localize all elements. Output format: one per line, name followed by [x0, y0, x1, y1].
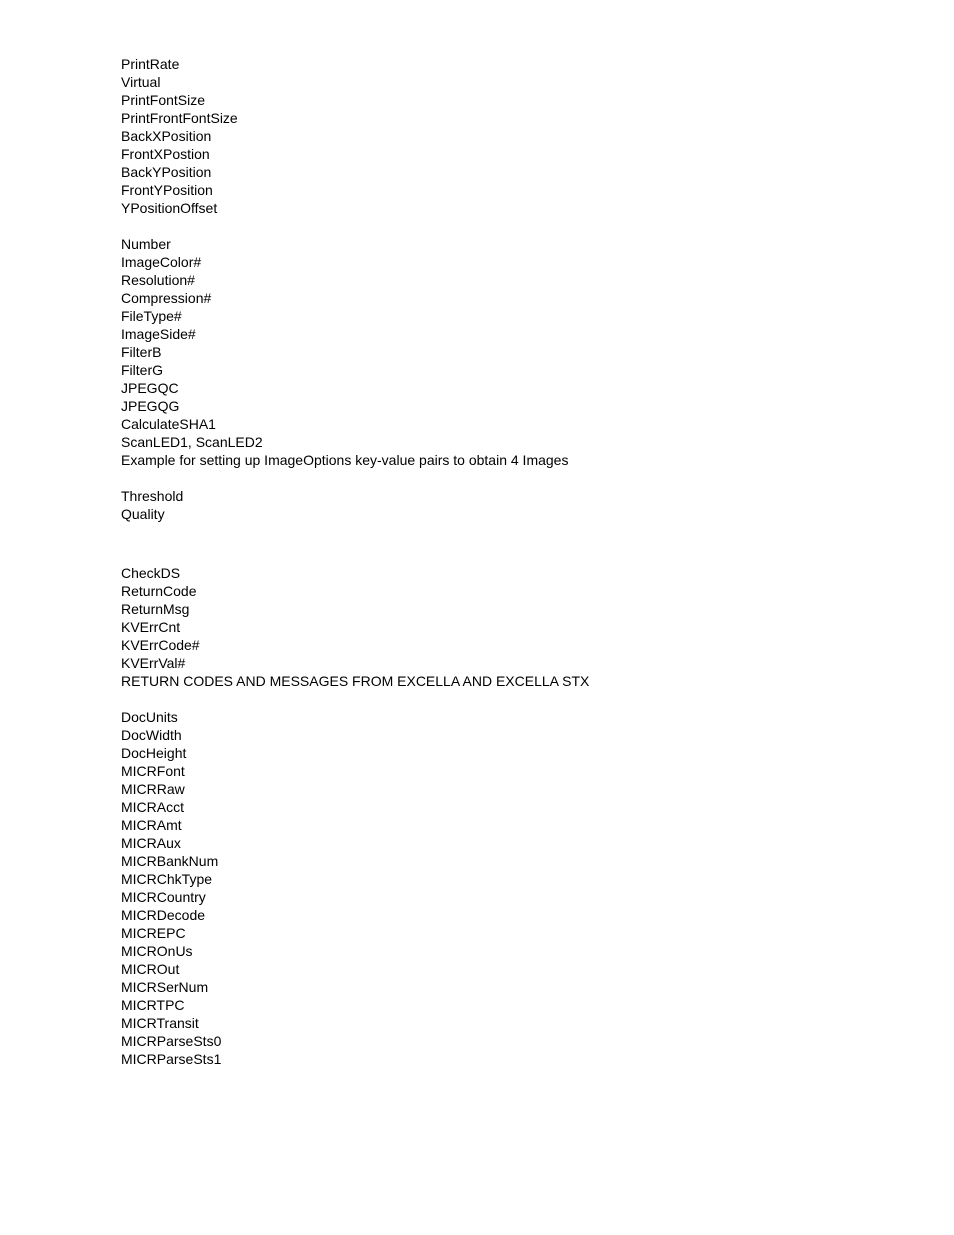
text-line: CheckDS	[121, 565, 181, 581]
section-doc	[121, 708, 901, 1068]
text-line: RETURN CODES AND MESSAGES FROM EXCELLA AND EXCELLA STX	[121, 673, 590, 689]
text-line: MICRTransit	[121, 1015, 199, 1031]
text-line: KVErrVal#	[121, 655, 186, 671]
text-line: FilterG	[121, 362, 163, 378]
text-line: BackXPosition	[121, 128, 212, 144]
spacer	[121, 469, 901, 487]
text-line: KVErrCnt	[121, 619, 181, 635]
text-line: ImageSide#	[121, 326, 196, 342]
text-line: PrintFontSize	[121, 92, 206, 108]
text-line: FileType#	[121, 308, 182, 324]
section-image	[121, 235, 901, 469]
text-line: PrintRate	[121, 56, 180, 72]
text-line: Virtual	[121, 74, 161, 90]
text-line: Example for setting up ImageOptions key-value pairs to obtain 4 Images	[121, 452, 569, 468]
text-line: Quality	[121, 506, 165, 522]
text-line: JPEGQG	[121, 398, 180, 414]
text-line: MICRTPC	[121, 997, 185, 1013]
text-line: FilterB	[121, 344, 162, 360]
spacer	[121, 217, 901, 235]
text-line: ReturnMsg	[121, 601, 190, 617]
text-line: PrintFrontFontSize	[121, 110, 238, 126]
text-line: DocWidth	[121, 727, 182, 743]
text-line: YPositionOffset	[121, 200, 218, 216]
text-line: ReturnCode	[121, 583, 197, 599]
text-line: Resolution#	[121, 272, 195, 288]
text-line: Number	[121, 236, 171, 252]
text-line: MICRSerNum	[121, 979, 209, 995]
text-line: MICROut	[121, 961, 180, 977]
text-line: MICRAcct	[121, 799, 184, 815]
spacer	[121, 523, 901, 564]
text-line: BackYPosition	[121, 164, 212, 180]
text-line: MICRParseSts1	[121, 1051, 222, 1067]
text-line: MICRRaw	[121, 781, 185, 797]
section-check	[121, 564, 901, 690]
document-body	[121, 55, 901, 1068]
text-line: DocUnits	[121, 709, 178, 725]
text-line: MICRChkType	[121, 871, 213, 887]
text-line: MICRAux	[121, 835, 181, 851]
section-print	[121, 55, 901, 217]
text-line: KVErrCode#	[121, 637, 200, 653]
text-line: ScanLED1, ScanLED2	[121, 434, 263, 450]
text-line: MICRFont	[121, 763, 185, 779]
text-line: CalculateSHA1	[121, 416, 216, 432]
spacer	[121, 690, 901, 708]
text-line: ImageColor#	[121, 254, 202, 270]
text-line: MICRCountry	[121, 889, 206, 905]
text-line: JPEGQC	[121, 380, 179, 396]
text-line: Compression#	[121, 290, 212, 306]
text-line: MICRDecode	[121, 907, 206, 923]
text-line: Threshold	[121, 488, 184, 504]
section-threshold	[121, 487, 901, 523]
text-line: MICRParseSts0	[121, 1033, 222, 1049]
text-line: FrontYPosition	[121, 182, 213, 198]
text-line: MICRAmt	[121, 817, 182, 833]
text-line: DocHeight	[121, 745, 187, 761]
text-line: FrontXPostion	[121, 146, 210, 162]
text-line: MICREPC	[121, 925, 186, 941]
text-line: MICROnUs	[121, 943, 193, 959]
text-line: MICRBankNum	[121, 853, 219, 869]
